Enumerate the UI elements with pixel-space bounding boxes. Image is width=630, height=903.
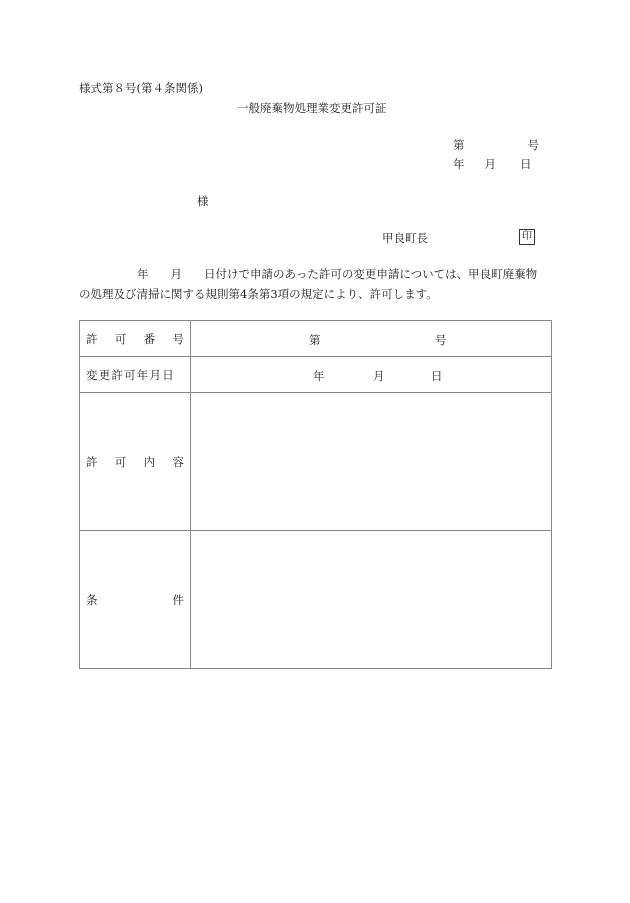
issue-number-suffix: 号 xyxy=(527,138,539,152)
permit-number-suffix: 号 xyxy=(435,333,447,347)
label-char: 条 xyxy=(86,592,98,607)
permit-number-prefix: 第 xyxy=(309,333,321,347)
label-char: 件 xyxy=(172,592,184,607)
change-date-month: 月 xyxy=(373,369,385,383)
body-line1-rest: 日付けで申請のあった許可の変更申請については、甲良町廃棄物 xyxy=(204,267,538,281)
document-title: 一般廃棄物処理業変更許可証 xyxy=(237,101,387,115)
body-text-line-2: の処理及び清掃に関する規則第4条第3項の規定により、許可します。 xyxy=(79,287,438,301)
label-char: 号 xyxy=(172,331,184,346)
label-char: 許 xyxy=(86,331,98,346)
label-char: 可 xyxy=(114,454,127,469)
table-row-permit-content xyxy=(80,393,552,531)
issue-number-prefix: 第 xyxy=(453,138,465,152)
issue-date-year: 年 xyxy=(453,157,465,171)
label-change-date xyxy=(80,357,191,393)
seal-label: 印 xyxy=(522,231,532,242)
label-char: 可 xyxy=(114,331,127,346)
seal-mark xyxy=(519,229,535,245)
label-permit-number xyxy=(80,321,191,357)
permit-table xyxy=(79,320,552,669)
label-char: 番 xyxy=(143,331,156,346)
label-char: 許 xyxy=(86,454,98,469)
issuer-title: 甲良町長 xyxy=(382,231,428,245)
table-row-conditions xyxy=(80,531,552,669)
value-conditions[interactable] xyxy=(191,531,552,669)
form-number: 様式第８号(第４条関係) xyxy=(79,81,203,95)
label-permit-content xyxy=(80,393,191,531)
recipient-honorific: 様 xyxy=(197,194,209,208)
label-char: 内 xyxy=(143,454,156,469)
issue-date-line xyxy=(453,157,532,171)
label-conditions xyxy=(80,531,191,669)
issue-date-day: 日 xyxy=(520,157,532,171)
label-text: 変更許可年月日 xyxy=(86,367,175,382)
value-permit-number[interactable] xyxy=(191,321,552,357)
issue-number-line xyxy=(453,138,539,152)
body-year: 年 xyxy=(137,267,149,281)
value-permit-content[interactable] xyxy=(191,393,552,531)
change-date-day: 日 xyxy=(431,369,443,383)
issue-date-month: 月 xyxy=(484,157,496,171)
body-text-line-1 xyxy=(137,267,537,281)
value-change-date[interactable] xyxy=(191,357,552,393)
table-row-change-date xyxy=(80,357,552,393)
body-month: 月 xyxy=(170,267,182,281)
label-char: 容 xyxy=(172,454,184,469)
change-date-year: 年 xyxy=(313,369,325,383)
table-row-permit-number xyxy=(80,321,552,357)
